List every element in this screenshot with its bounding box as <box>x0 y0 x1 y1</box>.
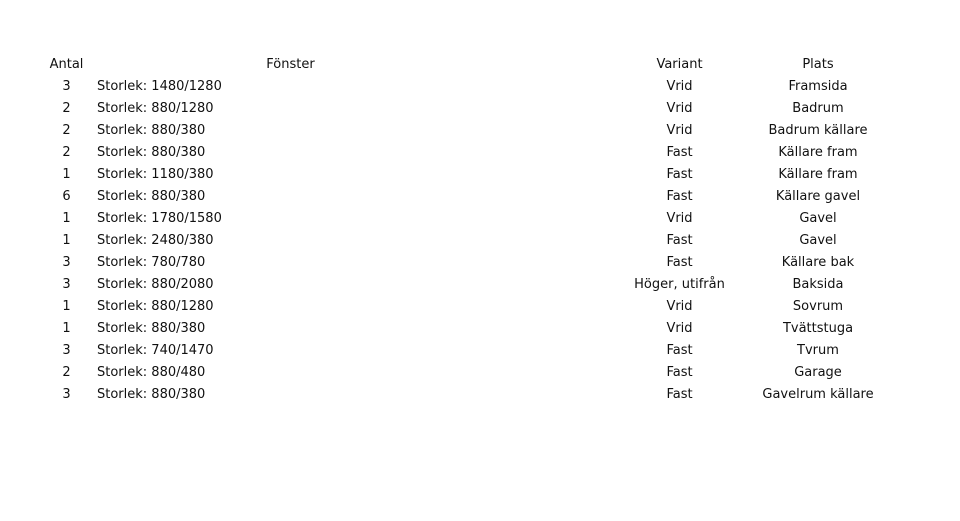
cell-fonster[interactable]: Storlek: 880/2080 <box>97 277 214 292</box>
cell-plats[interactable]: Gavelrum källare <box>762 387 874 402</box>
table-body <box>36 76 925 406</box>
cell-variant[interactable]: Vrid <box>666 211 693 226</box>
cell-antal[interactable]: 3 <box>62 255 71 270</box>
cell-fonster[interactable]: Storlek: 880/380 <box>97 145 206 160</box>
cell-plats[interactable]: Källare fram <box>778 145 858 160</box>
table-row <box>36 384 925 406</box>
window-order-table <box>36 54 925 406</box>
cell-empty[interactable] <box>890 186 925 208</box>
cell-variant[interactable]: Vrid <box>666 123 693 138</box>
cell-antal[interactable]: 2 <box>62 123 71 138</box>
cell-antal[interactable]: 3 <box>62 387 71 402</box>
cell-empty[interactable] <box>890 208 925 230</box>
cell-antal[interactable]: 1 <box>62 233 71 248</box>
cell-plats[interactable]: Baksida <box>792 277 844 292</box>
cell-fonster[interactable]: Storlek: 880/1280 <box>97 101 214 116</box>
header-plats[interactable]: Plats <box>802 57 834 72</box>
header-variant[interactable]: Variant <box>656 57 703 72</box>
cell-plats[interactable]: Badrum <box>792 101 844 116</box>
cell-antal[interactable]: 2 <box>62 101 71 116</box>
cell-antal[interactable]: 1 <box>62 211 71 226</box>
cell-antal[interactable]: 1 <box>62 299 71 314</box>
cell-variant[interactable]: Fast <box>666 365 693 380</box>
table-row <box>36 230 925 252</box>
table-row <box>36 252 925 274</box>
cell-variant[interactable]: Vrid <box>666 79 693 94</box>
cell-fonster[interactable]: Storlek: 1780/1580 <box>97 211 222 226</box>
table-row <box>36 164 925 186</box>
cell-plats[interactable]: Källare bak <box>781 255 855 270</box>
table-row <box>36 120 925 142</box>
cell-fonster[interactable]: Storlek: 1480/1280 <box>97 79 222 94</box>
cell-empty[interactable] <box>890 142 925 164</box>
cell-antal[interactable]: 3 <box>62 79 71 94</box>
cell-antal[interactable]: 1 <box>62 167 71 182</box>
table-row <box>36 340 925 362</box>
cell-plats[interactable]: Garage <box>794 365 842 380</box>
cell-fonster[interactable]: Storlek: 740/1470 <box>97 343 214 358</box>
cell-antal[interactable]: 6 <box>62 189 71 204</box>
table-row <box>36 98 925 120</box>
table-row <box>36 296 925 318</box>
cell-fonster[interactable]: Storlek: 880/380 <box>97 387 206 402</box>
cell-plats[interactable]: Framsida <box>788 79 848 94</box>
cell-variant[interactable]: Fast <box>666 145 693 160</box>
cell-plats[interactable]: Källare fram <box>778 167 858 182</box>
cell-antal[interactable]: 3 <box>62 277 71 292</box>
cell-variant[interactable]: Fast <box>666 233 693 248</box>
cell-plats[interactable]: Sovrum <box>792 299 844 314</box>
cell-antal[interactable]: 2 <box>62 365 71 380</box>
cell-empty[interactable] <box>890 230 925 252</box>
cell-plats[interactable]: Gavel <box>799 233 837 248</box>
cell-fonster[interactable]: Storlek: 880/380 <box>97 189 206 204</box>
table-row <box>36 208 925 230</box>
cell-variant[interactable]: Fast <box>666 343 693 358</box>
cell-plats[interactable]: Källare gavel <box>775 189 861 204</box>
cell-plats[interactable]: Tvrum <box>797 343 839 358</box>
cell-variant[interactable]: Vrid <box>666 101 693 116</box>
cell-variant[interactable]: Fast <box>666 189 693 204</box>
table-row <box>36 142 925 164</box>
table-row <box>36 274 925 296</box>
cell-empty[interactable] <box>890 362 925 384</box>
cell-empty[interactable] <box>890 252 925 274</box>
cell-fonster[interactable]: Storlek: 880/380 <box>97 123 206 138</box>
cell-variant[interactable]: Fast <box>666 167 693 182</box>
cell-plats[interactable]: Tvättstuga <box>782 321 854 336</box>
cell-variant[interactable]: Höger, utifrån <box>634 277 725 292</box>
cell-empty[interactable] <box>890 340 925 362</box>
cell-variant[interactable]: Fast <box>666 387 693 402</box>
cell-empty[interactable] <box>890 296 925 318</box>
cell-variant[interactable]: Fast <box>666 255 693 270</box>
table-row <box>36 186 925 208</box>
cell-plats[interactable]: Gavel <box>799 211 837 226</box>
table-row <box>36 76 925 98</box>
table-row <box>36 318 925 340</box>
table-row <box>36 362 925 384</box>
cell-fonster[interactable]: Storlek: 1180/380 <box>97 167 214 182</box>
header-antal[interactable]: Antal <box>49 57 84 72</box>
cell-empty[interactable] <box>890 318 925 340</box>
header-empty[interactable] <box>890 54 925 76</box>
cell-empty[interactable] <box>890 384 925 406</box>
cell-empty[interactable] <box>890 98 925 120</box>
cell-antal[interactable]: 1 <box>62 321 71 336</box>
cell-fonster[interactable]: Storlek: 780/780 <box>97 255 206 270</box>
cell-empty[interactable] <box>890 120 925 142</box>
cell-empty[interactable] <box>890 274 925 296</box>
cell-antal[interactable]: 2 <box>62 145 71 160</box>
cell-fonster[interactable]: Storlek: 880/380 <box>97 321 206 336</box>
cell-plats[interactable]: Badrum källare <box>768 123 868 138</box>
cell-antal[interactable]: 3 <box>62 343 71 358</box>
cell-variant[interactable]: Vrid <box>666 299 693 314</box>
cell-fonster[interactable]: Storlek: 880/480 <box>97 365 206 380</box>
cell-empty[interactable] <box>890 76 925 98</box>
cell-fonster[interactable]: Storlek: 880/1280 <box>97 299 214 314</box>
table-header-row <box>36 54 925 76</box>
cell-variant[interactable]: Vrid <box>666 321 693 336</box>
cell-fonster[interactable]: Storlek: 2480/380 <box>97 233 214 248</box>
header-fonster[interactable]: Fönster <box>266 57 315 72</box>
cell-empty[interactable] <box>890 164 925 186</box>
